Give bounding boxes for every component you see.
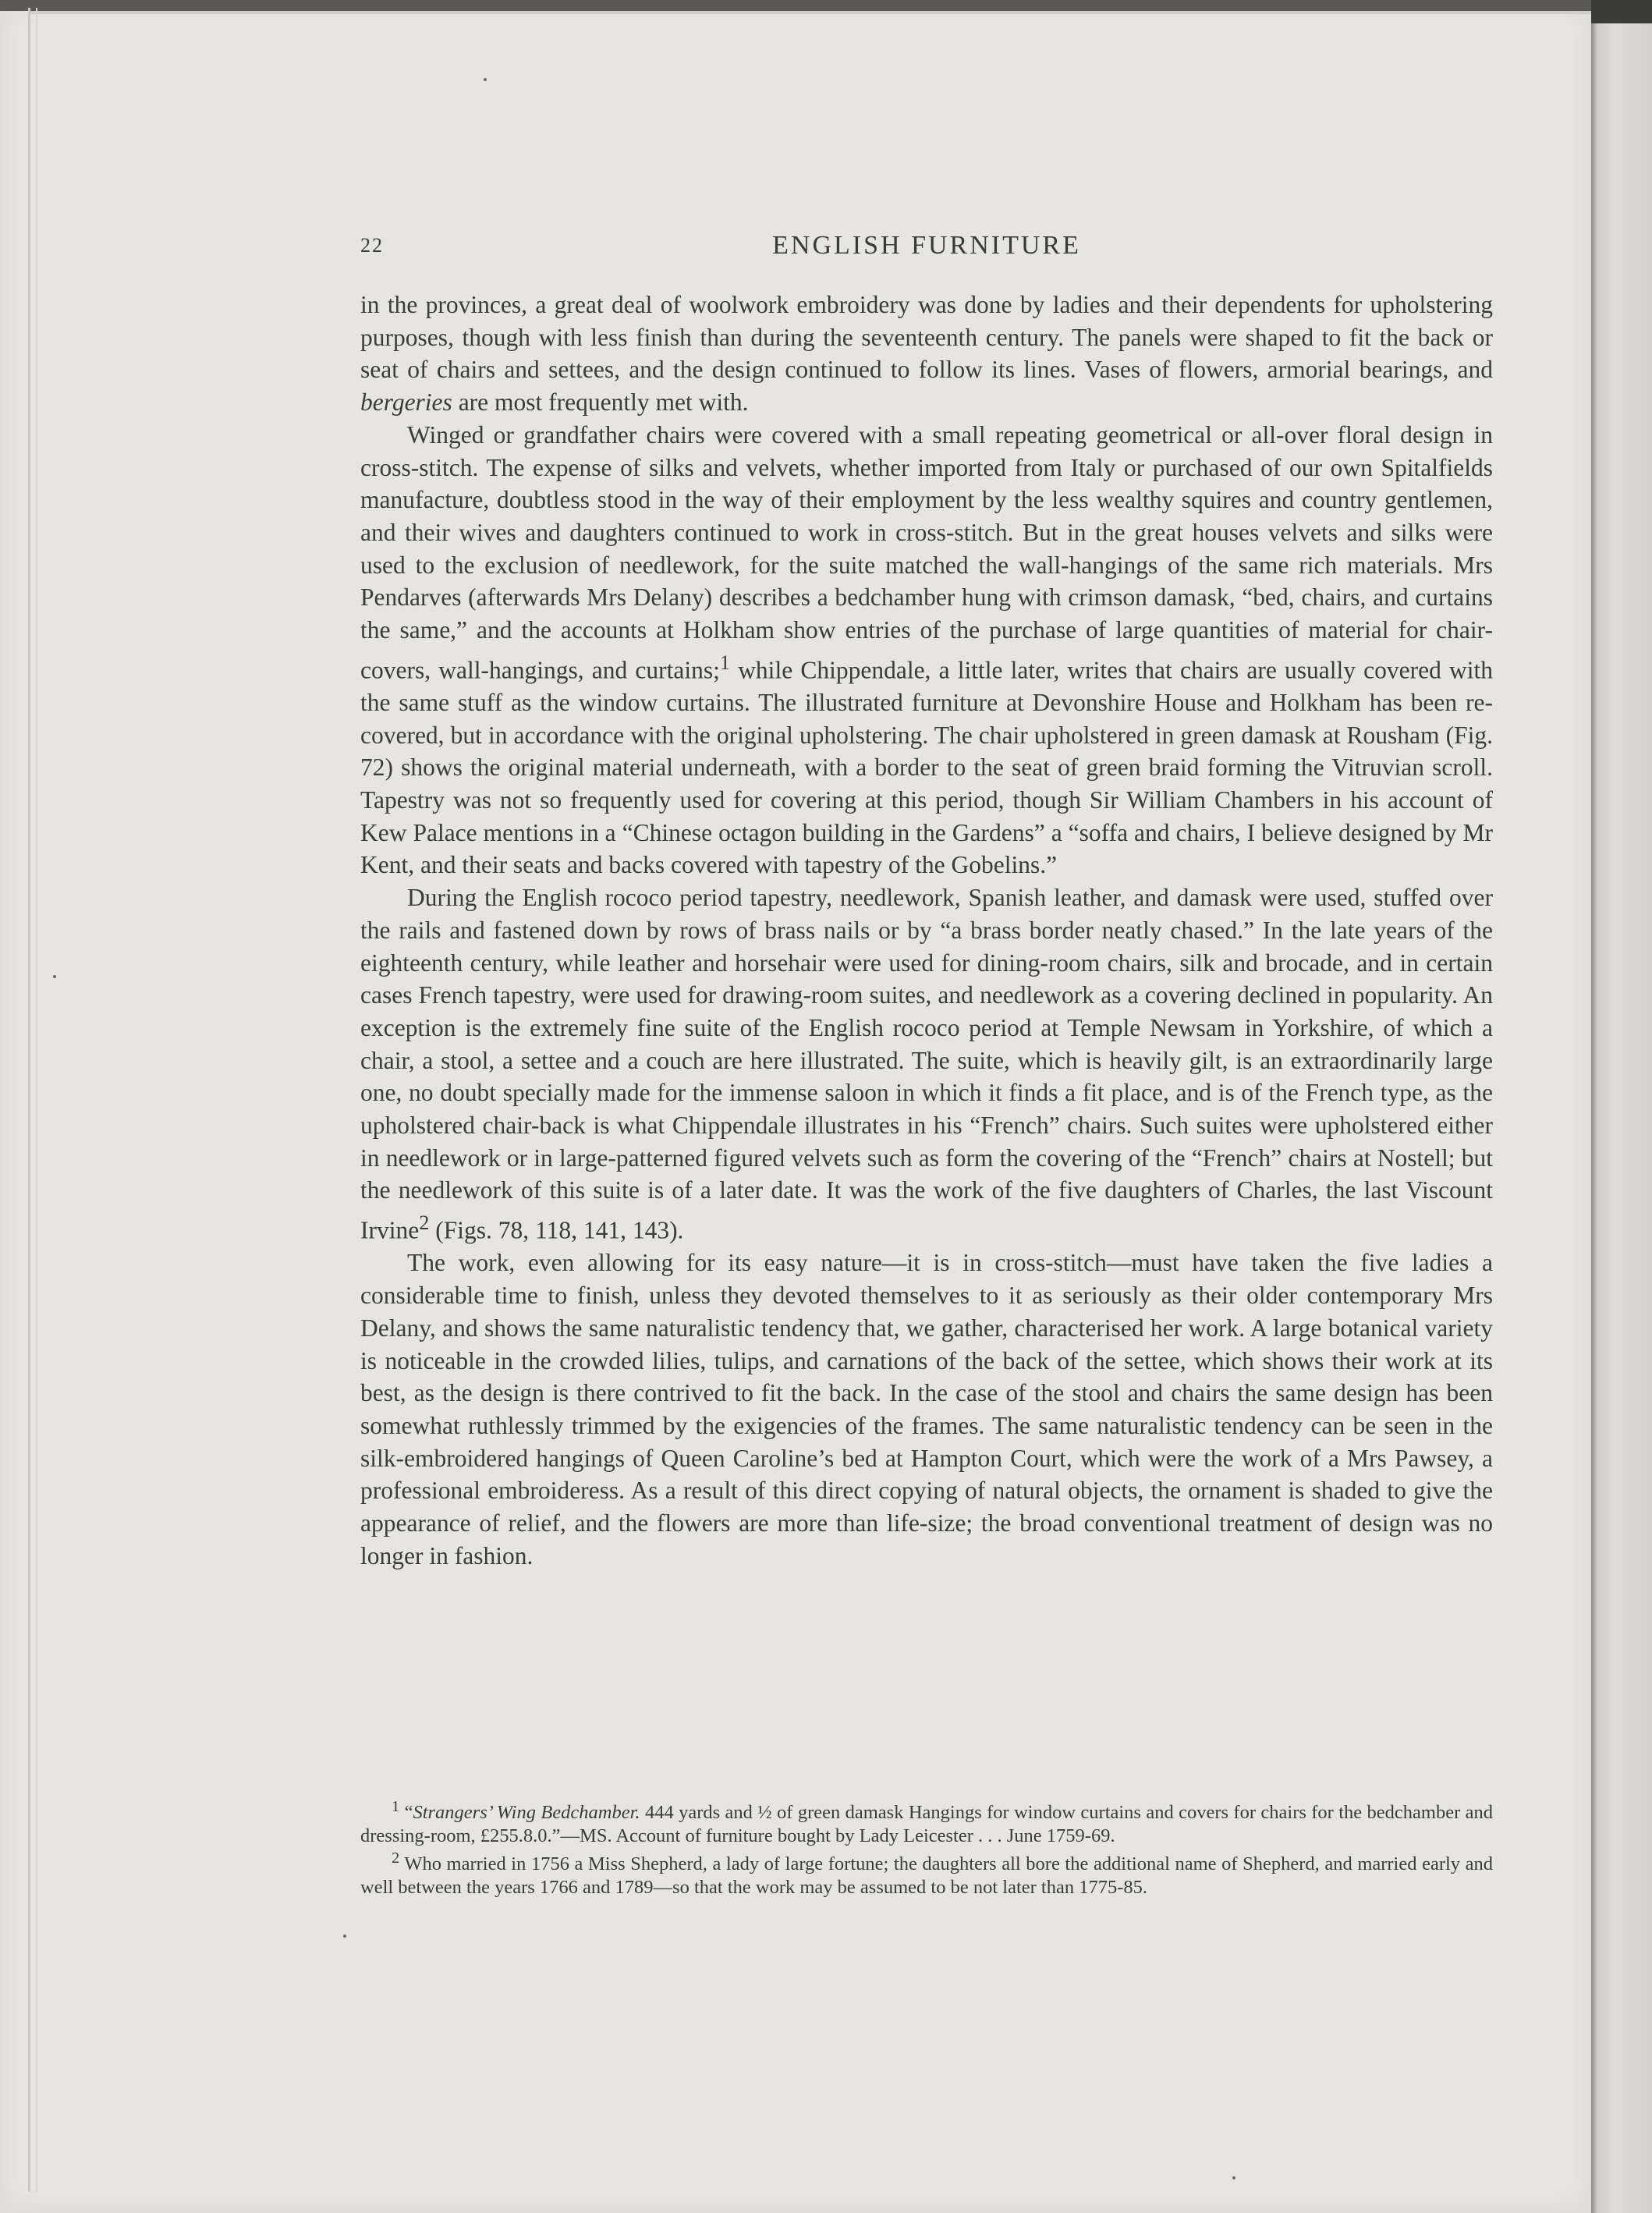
- adjacent-page-edge: [1591, 23, 1652, 2213]
- paragraph-2-text-b: while Chippendale, a little later, writes that chairs are usually covered with the same stuff as the window curtains. The illustrated furniture at Devonshire House and Holkham has been re-covered, but in accordance with the original upholstering. The chair upholstered in green damask at Rousham (Fig. 72) shows the original material underneath, with a border to the seat of green braid forming the Vitruvian scroll. Tapestry was not so frequently used for covering at this period, though Sir William Chambers in his account of Kew Palace mentions in a “Chinese octagon building in the Gardens” a “soffa and chairs, I believe designed by Mr Kent, and their seats and backs covered with tapestry of the Gobelins.”: [360, 656, 1493, 879]
- paragraph-1: [360, 289, 1493, 419]
- footnote-1-text: 444 yards and ½ of green damask Hangings for window curtains and covers for chairs for the bedchamber and dressing-room, £255.8.0.”—MS. Account of furniture bought by Lady Leicester . . . June 1759-69.: [360, 1802, 1494, 1846]
- paragraph-3: [360, 881, 1493, 1247]
- paragraph-4: [360, 1247, 1493, 1572]
- page-left-edge: [28, 8, 30, 2192]
- footnote-2-mark: 2: [392, 1849, 400, 1867]
- running-header: [360, 231, 1493, 268]
- footnote-1: [360, 1796, 1493, 1847]
- paper-speck: [53, 975, 56, 978]
- italic-term-bergeries: bergeries: [360, 388, 452, 417]
- paragraph-2-text-a: Winged or grandfather chairs were covered with a small repeating geometrical or all-over floral design in cross-stitch. The expense of silks and velvets, whether imported from Italy or purchased of our own Spitalfields manufacture, doubtless stood in the way of their employment by the less wealthy squires and country gentlemen, and their wives and daughters continued to work in cross-stitch. But in the great houses velvets and silks were used to the exclusion of needlework, for the suite matched the wall-hangings of the same rich materials. Mrs Pendarves (afterwards Mrs Delany) describes a bedchamber hung with crimson damask, “bed, chairs, and curtains the same,” and the accounts at Holkham show entries of the purchase of large quantities of material for chair-covers, wall-hangings, and curtains;: [360, 420, 1493, 684]
- page-top-edge-inner: [28, 11, 1591, 14]
- running-title: ENGLISH FURNITURE: [772, 231, 1081, 260]
- paragraph-3-text-b: (Figs. 78, 118, 141, 143).: [429, 1216, 684, 1244]
- footnote-ref-1: 1: [719, 651, 731, 674]
- paragraph-3-text-a: During the English rococo period tapestry, needlework, Spanish leather, and damask were used, stuffed over the rails and fastened down by rows of brass nails or by “a brass border neatly chased.” In the late years of the eighteenth century, while leather and horsehair were used for dining-room chairs, silk and brocade, and in certain cases French tapestry, were used for drawing-room suites, and needlework as a covering declined in popularity. An exception is the extremely fine suite of the English rococo period at Temple Newsam in Yorkshire, of which a chair, a stool, a settee and a couch are here illustrated. The suite, which is heavily gilt, is an extraordinarily large one, no doubt specially made for the immense saloon in which it finds a fit place, and is of the French type, as the upholstered chair-back is what Chippendale illustrates in his “French” chairs. Such suites were upholstered either in needlework or in large-patterned figured velvets such as form the covering of the “French” chairs at Nostell; but the needlework of this suite is of a later date. It was the work of the five daughters of Charles, the last Viscount Irvine: [360, 884, 1493, 1244]
- paper-speck: [343, 1935, 346, 1938]
- body-text: [360, 289, 1493, 1572]
- paragraph-1-end: are most frequently met with.: [452, 388, 749, 417]
- footnote-1-mark: 1: [392, 1798, 400, 1815]
- footnote-ref-2: 2: [419, 1211, 430, 1235]
- footnote-1-italic: Strangers’ Wing Bedchamber.: [413, 1802, 640, 1824]
- paragraph-4-text: The work, even allowing for its easy nature—it is in cross-stitch—must have taken the five ladies a considerable time to finish, unless they devoted themselves to it as seriously as their older contemporary Mrs Delany, and shows the same naturalistic tendency that, we gather, characterised her work. A large botanical variety is noticeable in the crowded lilies, tulips, and carnations of the back of the settee, which shows their work at its best, as the design is there contrived to fit the back. In the case of the stool and chairs the same design has been somewhat ruthlessly trimmed by the exigencies of the frames. The same naturalistic tendency can be seen in the silk-embroidered hangings of Queen Caroline’s bed at Hampton Court, which were the work of a Mrs Pawsey, a professional embroideress. As a result of this direct copying of natural objects, the ornament is shaded to give the appearance of relief, and the flowers are more than life-size; the broad conventional treatment of design was no longer in fashion.: [360, 1249, 1493, 1569]
- footnote-2: [360, 1847, 1493, 1899]
- paragraph-2: [360, 419, 1493, 881]
- paper-speck: [1232, 2176, 1235, 2179]
- page-left-edge-inner: [36, 8, 37, 2192]
- footnote-2-text: Who married in 1756 a Miss Shepherd, a lady of large fortune; the daughters all bore the additional name of Shepherd, and married early and well between the years 1766 and 1789—so that the work may be assumed to be not later than 1775-85.: [360, 1853, 1493, 1898]
- footnotes: [360, 1796, 1493, 1899]
- footnote-1-open-quote: “: [399, 1802, 413, 1824]
- paper-speck: [484, 78, 487, 81]
- page-number: 22: [360, 234, 384, 257]
- page-top-edge: [0, 0, 1591, 11]
- paragraph-1-text: in the provinces, a great deal of woolwork embroidery was done by ladies and their dependents for upholstering purposes, though with less finish than during the seventeenth century. The panels were shaped to fit the back or seat of chairs and settees, and the design continued to follow its lines. Vases of flowers, armorial bearings, and: [360, 291, 1493, 384]
